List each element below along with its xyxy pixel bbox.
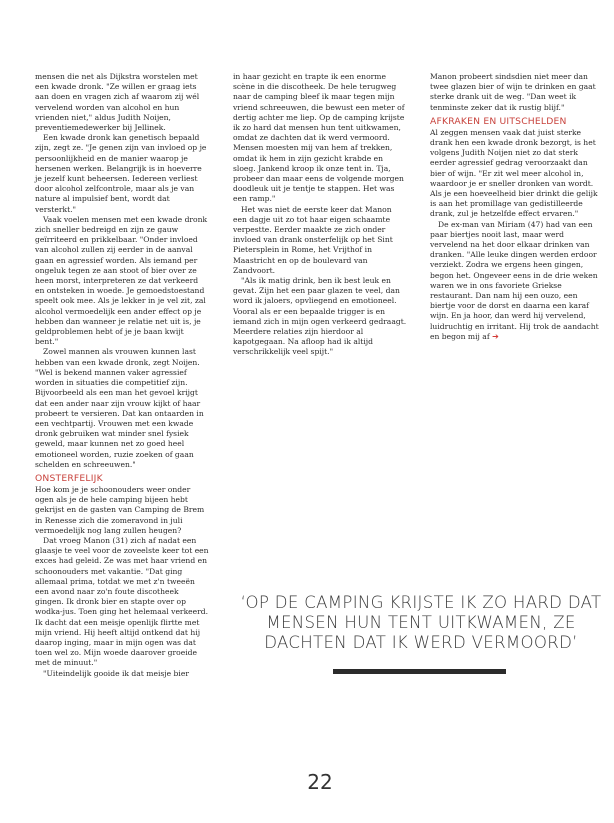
section-heading: ONSTERFELIJK [35,472,103,484]
article-column-2 [233,72,407,358]
paragraph: "Als ik matig drink, ben ik best leuk en gevat. Zijn het een paar glazen te veel, dan word ik jaloers, opvliegend en emotioneel. Vooral als er een bepaalde trigger is en iemand zich in mijn ogen verkeerd gedraagt. Meerdere relaties zijn hierdoor al kapotgegaan. Na afloop had ik altijd verschrikkelijk veel spijt." [233,276,407,357]
paragraph: Zowel mannen als vrouwen kunnen last hebben van een kwade dronk, zegt Noijen. "Wel is bekend mannen vaker agressief worden in situaties die competitief zijn. Bijvoorbeeld als een man het gevoel krijgt dat een ander naar zijn vrouw kijkt of haar probeert te versieren. Dat kan ontaarden in een vechtpartij. Vrouwen met een kwade dronk gebruiken wat minder snel fysiek geweld, maar kunnen net zo goed heel emotioneel worden, ruzie zoeken of gaan schelden en schreeuwen." [35,347,204,469]
page-number: 22 [307,770,333,794]
paragraph: Een kwade dronk kan genetisch bepaald zijn, zegt ze. "Je genen zijn van invloed op je persoonlijkheid en de manier waarop je hersenen werken. Belangrijk is in hoeverre je jezelf kunt beheersen. Iedereen verliest door alcohol zelfcontrole, maar als je van nature al impulsief bent, wordt dat versterkt." [35,133,207,214]
paragraph: Manon probeert sindsdien niet meer dan twee glazen bier of wijn te drinken en gaat sterke drank uit de weg. "Dan weet ik tenminste zeker dat ik rustig blijf." [430,72,596,112]
paragraph: "Uiteindelijk gooide ik dat meisje bier [43,668,189,678]
pull-quote-divider [333,669,506,674]
paragraph: Hoe kom je je schoonouders weer onder ogen als je de hele camping bijeen hebt gekrijst en de gasten van Camping de Brem in Renesse zich die zomeravond in juli vermoedelijk nog lang zullen heugen? [35,484,205,535]
paragraph: Het was niet de eerste keer dat Manon een dagje uit zo tot haar eigen schaamte verpestte. Eerder maakte ze zich onder invloed van drank onsterfelijk op het Sint Pietersplein in Rome, het Vrijthof in Maastricht en op de boulevard van Zandvoort. [233,204,393,275]
paragraph: Al zeggen mensen vaak dat juist sterke drank hen een kwade dronk bezorgt, is het volgens Judith Noijen niet zo dat sterk eerder agressief gedrag veroorzaakt dan bier of wijn. "Er zit wel meer alcohol in, waardoor je er sneller dronken van wordt. Als je een hoeveelheid bier drinkt die gelijk is aan het promillage van gedistilleerde drank, zul je hetzelfde effect ervaren." [430,127,598,219]
paragraph: Dat vroeg Manon (31) zich af nadat een glaasje te veel voor de zoveelste keer tot een exces had geleid. Ze was met haar vriend en schoonouders met vakantie. "Dat ging allemaal prima, totdat we met z'n tweeën een avond naar zo'n foute discotheek gingen. Ik dronk bier en stapte over op wodka-jus. Toen ging het helemaal verkeerd. Ik dacht dat een meisje openlijk flirtte met mijn vriend. Hij heeft altijd ontkend dat hij daarop inging, maar in mijn ogen was dat toen wel zo. Mijn woede daarover groeide met de minuut." [35,535,209,668]
section-heading: AFKRAKEN EN UITSCHELDEN [430,115,567,127]
paragraph: Vaak voelen mensen met een kwade dronk zich sneller bedreigd en zijn ze gauw geïrriteerd en prikkelbaar. "Onder invloed van alcohol zullen zij eerder in de aanval gaan en agressief worden. Als iemand per ongeluk tegen ze aan stoot of bier over ze heen morst, interpreteren ze dat verkeerd en ontsteken in woede. Je gemoedstoestand speelt ook mee. Als je lekker in je vel zit, zal alcohol vermoedelijk een ander effect op je hebben dan wanneer je relatie net uit is, je geldproblemen hebt of je je baan kwijt bent." [35,214,208,347]
paragraph: De ex-man van Miriam (47) had van een paar biertjes nooit last, maar werd vervelend na het door elkaar drinken van dranken. "Alle leuke dingen werden erdoor verziekt. Zodra we ergens heen gingen, begon het. Ongeveer eens in de drie weken waren we in ons favoriete Griekse restaurant. Dan nam hij een ouzo, een biertje voor de dorst en daarna een karaf wijn. En ja hoor, dan werd hij vervelend, luidruchtig en irritant. Hij trok de aandacht en begon mij af ➔ [430,219,599,341]
article-column-1 [35,72,209,679]
article-column-3 [430,72,604,342]
paragraph: in haar gezicht en trapte ik een enorme scène in die discotheek. De hele terugweg naar de camping bleef ik maar tegen mijn vriend schreeuwen, die bewust een meter of dertig achter me liep. Op de camping krijste ik zo hard dat mensen hun tent uitkwamen, omdat ze dachten dat ik werd vermoord. Mensen moesten mij van hem af trekken, omdat ik hem in zijn gezicht krabde en sloeg. Jankend kroop ik onze tent in. Tja, probeer dan maar eens de volgende morgen doodleuk uit je tentje te stappen. Het was een ramp." [233,72,405,204]
paragraph: mensen die net als Dijkstra worstelen met een kwade dronk. "Ze willen er graag iets aan doen en vragen zich af waarom zij wél vervelend worden van alcohol en hun vrienden niet," aldus Judith Noijen, preventiemedewerker bij Jellinek. [35,72,200,133]
continue-arrow-icon: ➔ [492,331,499,341]
pull-quote: ‘OP DE CAMPING KRIJSTE IK ZO HARD DAT MENSEN HUN TENT UITKWAMEN, ZE DACHTEN DAT IK WERD VERMOORD’ [240,593,602,652]
